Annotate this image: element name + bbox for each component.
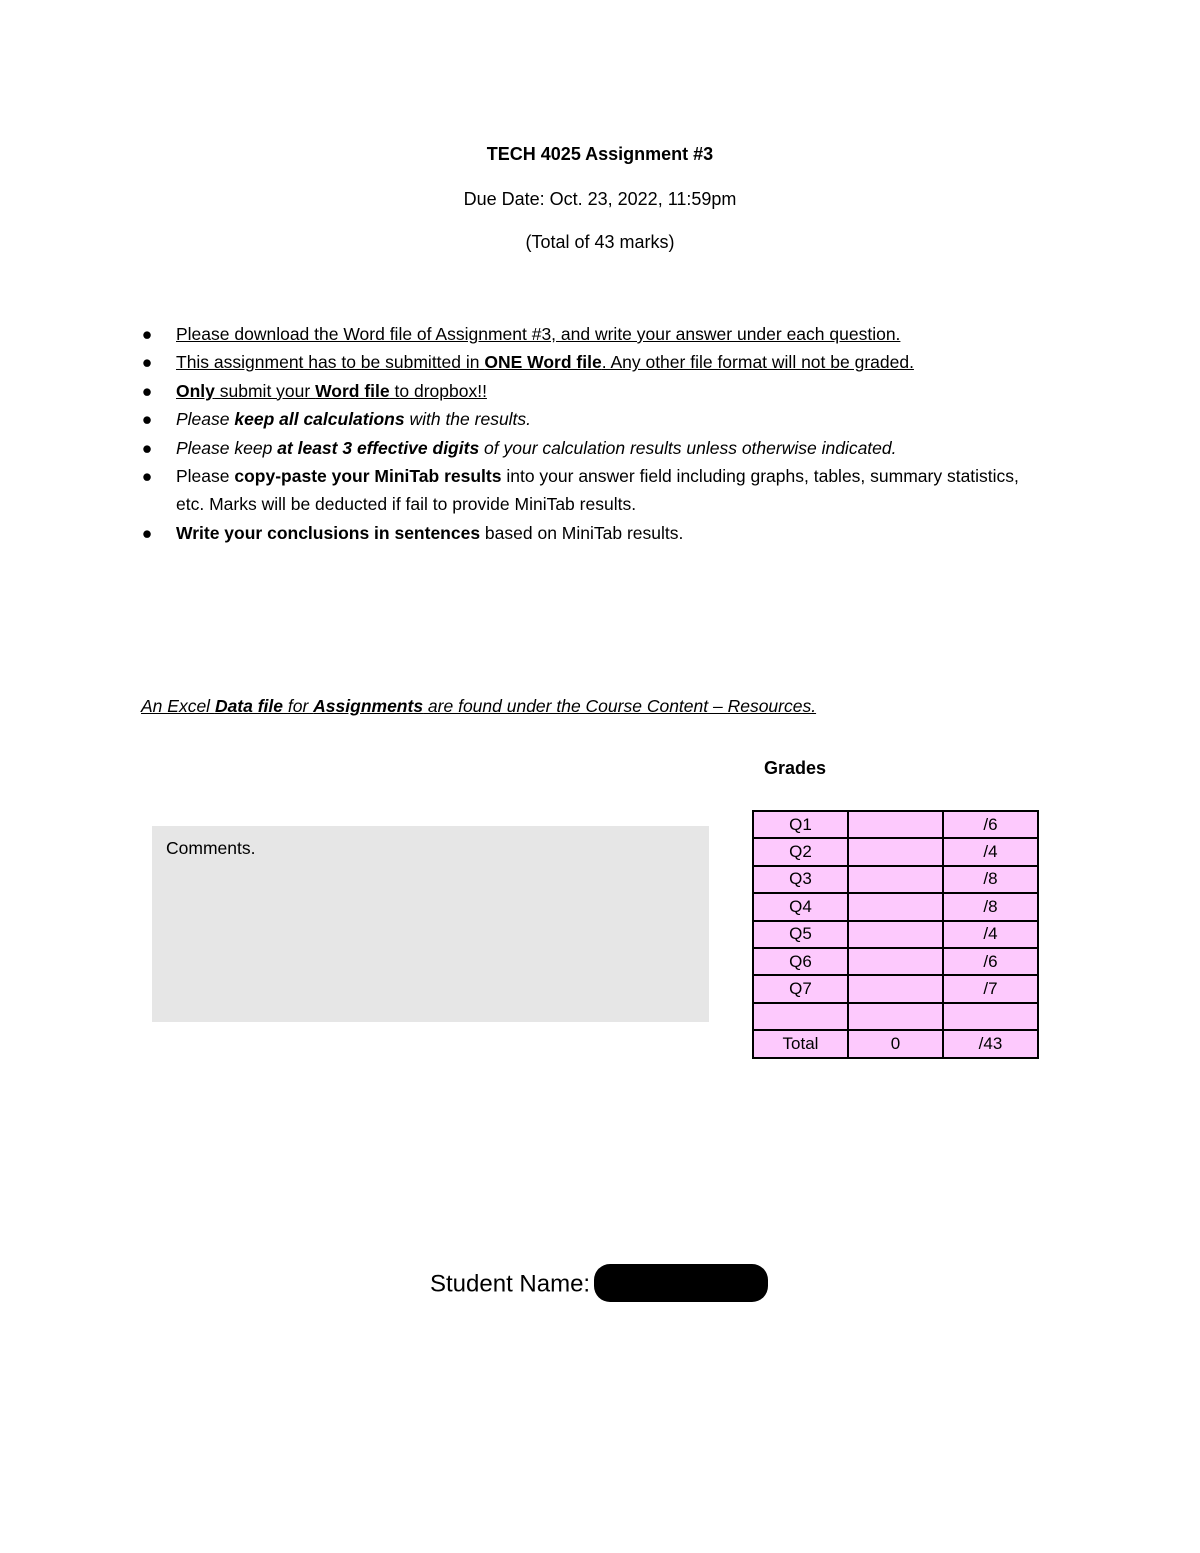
max-cell [943, 1003, 1038, 1030]
instruction-text: This assignment has to be submitted in [176, 352, 485, 373]
instruction-emphasis: copy-paste your MiniTab results [234, 466, 502, 487]
note-text: for [283, 696, 314, 716]
instruction-item [140, 348, 1040, 376]
bullet-icon: ● [141, 522, 153, 543]
question-cell: Q5 [753, 921, 848, 948]
instruction-text: to dropbox!! [389, 380, 487, 401]
score-cell[interactable] [848, 948, 943, 975]
instruction-text: of your calculation results unless otherwise indicated. [479, 437, 897, 458]
grade-row [753, 893, 1038, 920]
instruction-text: . Any other file format will not be graded. [601, 352, 914, 373]
bullet-icon: ● [141, 380, 153, 401]
note-text: An Excel [141, 696, 215, 716]
question-cell: Q7 [753, 975, 848, 1002]
instruction-text: based on MiniTab results. [480, 522, 684, 543]
score-cell[interactable] [848, 866, 943, 893]
bullet-icon: ● [141, 409, 153, 430]
student-name-label: Student Name: [430, 1270, 591, 1298]
bullet-icon: ● [141, 437, 153, 458]
max-cell: /8 [943, 866, 1038, 893]
instruction-emphasis: at least 3 effective digits [277, 437, 480, 458]
grade-row [753, 838, 1038, 865]
score-cell[interactable] [848, 921, 943, 948]
total-score-cell: 0 [848, 1030, 943, 1057]
due-date: Due Date: Oct. 23, 2022, 11:59pm [463, 189, 737, 209]
score-cell[interactable] [848, 838, 943, 865]
instruction-emphasis: keep all calculations [234, 409, 405, 430]
note-emphasis: Data file [214, 696, 284, 716]
max-cell: /4 [943, 921, 1038, 948]
bullet-icon: ● [141, 324, 153, 344]
grade-row [753, 1003, 1038, 1030]
bullet-icon: ● [141, 352, 153, 373]
document-title: TECH 4025 Assignment #3 [486, 144, 714, 164]
grade-row [753, 975, 1038, 1002]
instruction-text: with the results. [404, 409, 532, 430]
score-cell[interactable] [848, 811, 943, 838]
instruction-item [140, 434, 1040, 462]
student-name-line [430, 1266, 768, 1304]
question-cell: Q6 [753, 948, 848, 975]
comments-label: Comments. [166, 838, 256, 858]
instruction-item [140, 462, 1040, 519]
excel-data-note [141, 696, 816, 717]
instruction-emphasis: Write your conclusions in sentences [176, 522, 481, 543]
instruction-emphasis: Only [176, 380, 215, 401]
instruction-item [140, 519, 1040, 547]
instruction-emphasis: Word file [315, 380, 390, 401]
note-text: are found under the Course Content – Resources. [423, 696, 817, 716]
question-cell: Q3 [753, 866, 848, 893]
score-cell[interactable] [848, 893, 943, 920]
question-cell: Q4 [753, 893, 848, 920]
grade-total-row [753, 1030, 1038, 1057]
total-max-cell: /43 [943, 1030, 1038, 1057]
instruction-text: Please keep [176, 437, 278, 458]
note-emphasis: Assignments [313, 696, 424, 716]
total-label-cell: Total [753, 1030, 848, 1057]
max-cell: /8 [943, 893, 1038, 920]
comments-box[interactable] [152, 826, 709, 1022]
instruction-text: Please [176, 466, 235, 487]
grade-row [753, 948, 1038, 975]
question-cell: Q2 [753, 838, 848, 865]
total-marks: (Total of 43 marks) [525, 232, 675, 252]
instruction-text: into your answer field including graphs, tables, summary statistics, etc. Marks will be deducted if fail to provide MiniTab results. [176, 466, 1019, 515]
instruction-item [140, 320, 1040, 348]
grades-title: Grades [764, 758, 827, 778]
grade-row [753, 811, 1038, 838]
grade-row [753, 921, 1038, 948]
grade-row [753, 866, 1038, 893]
redacted-name [594, 1264, 768, 1302]
max-cell: /4 [943, 838, 1038, 865]
max-cell: /7 [943, 975, 1038, 1002]
max-cell: /6 [943, 948, 1038, 975]
instruction-text: submit your [214, 380, 316, 401]
max-cell: /6 [943, 811, 1038, 838]
question-cell [753, 1003, 848, 1030]
instruction-list [140, 320, 1040, 547]
question-cell: Q1 [753, 811, 848, 838]
instruction-emphasis: ONE Word file [484, 352, 602, 373]
instruction-text: Please download the Word file of Assignment #3, and write your answer under each question. [176, 324, 901, 344]
score-cell[interactable] [848, 1003, 943, 1030]
instruction-text: Please [176, 409, 235, 430]
score-cell[interactable] [848, 975, 943, 1002]
bullet-icon: ● [141, 466, 153, 487]
instruction-item [140, 377, 1040, 405]
instruction-item [140, 405, 1040, 433]
grades-table [752, 810, 1039, 1059]
